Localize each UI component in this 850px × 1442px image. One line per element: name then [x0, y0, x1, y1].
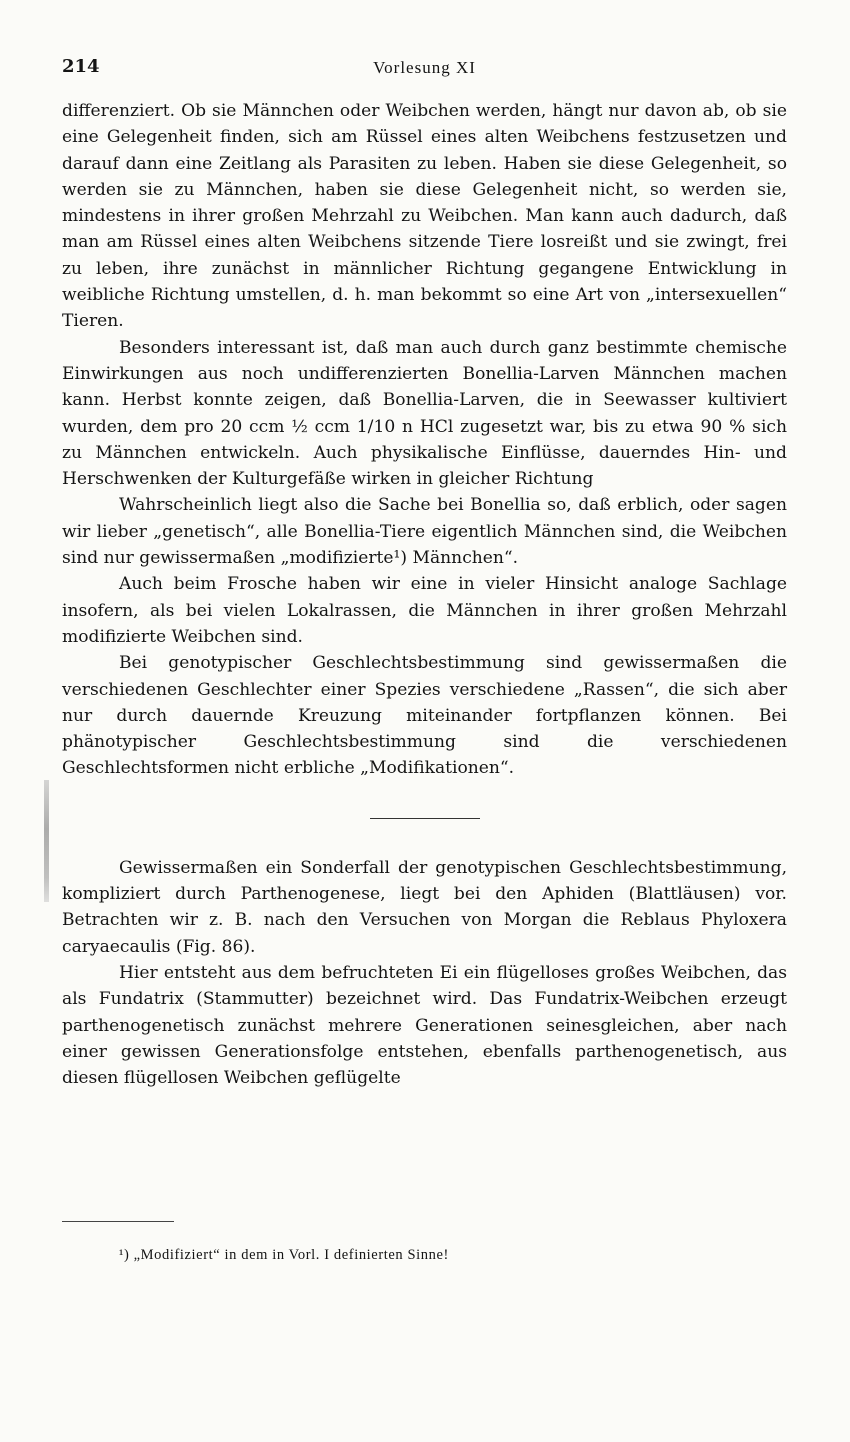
margin-pencil-mark: [44, 780, 49, 902]
paragraph-bonellia-chemical: Besonders interessant ist, daß man auch durch ganz bestimmte chemische Einwirkungen aus noch undifferenzierten Bonellia-Larven Männchen machen kann. Herbst konnte zeigen, daß Bonellia-Larven, die in Seewasser kultiviert wurden, dem pro 20 ccm ½ ccm 1/10 n HCl zugesetzt war, bis zu etwa 90 % sich zu Männchen entwickeln. Auch physikalische Einflüsse, dauerndes Hin- und Herschwenken der Kulturgefäße wirken in gleicher Richtung: [62, 337, 787, 490]
footnote: ¹) „Modifiziert“ in dem in Vorl. I definierten Sinne!: [119, 1247, 449, 1263]
paragraph-fundatrix: Hier entsteht aus dem befruchteten Ei ein flügelloses großes Weibchen, das als Fundatrix (Stammutter) bezeichnet wird. Das Fundatrix-Weibchen erzeugt parthenogenetisch zunächst mehrere Generationen seinesgleichen, aber nach einer gewissen Generationsfolge entstehen, ebenfalls parthenogenetisch, aus diesen flügellosen Weibchen geflügelte: [62, 962, 787, 1089]
page-header: [62, 56, 787, 86]
paragraph-frog: Auch beim Frosche haben wir eine in vieler Hinsicht analoge Sachlage insofern, als bei vielen Lokalrassen, die Männchen in ihrer großen Mehrzahl modifizierte Weibchen sind.: [62, 574, 787, 647]
main-text: [62, 98, 787, 1091]
footnote-rule: [62, 1221, 174, 1222]
paragraph-genotypic-phenotypic: Bei genotypischer Geschlechtsbestimmung sind gewissermaßen die verschiedenen Geschlechter einer Spezies verschiedene „Rassen“, die sich aber nur durch dauernde Kreuzung miteinander fortpflanzen können. Bei phänotypischer Geschlechtsbestimmung sind die verschiedenen Geschlechtsformen nicht erbliche „Modifikationen“.: [62, 653, 787, 779]
running-title: Vorlesung XI: [373, 58, 476, 77]
page-number: 214: [62, 56, 100, 77]
paragraph-continuation: differenziert. Ob sie Männchen oder Weibchen werden, hängt nur davon ab, ob sie eine Gelegenheit finden, sich am Rüssel eines alten Weibchens festzusetzen und darauf dann eine Zeitlang als Parasiten zu leben. Haben sie diese Gelegenheit, so werden sie zu Männchen, haben sie diese Gelegenheit nicht, so werden sie, mindestens in ihrer großen Mehrzahl zu Weibchen. Man kann auch dadurch, daß man am Rüssel eines alten Weibchens sitzende Tiere losreißt und sie zwingt, frei zu leben, ihre zunächst in männlicher Richtung gegangene Entwicklung in weibliche Richtung umstellen, d. h. man bekommt so eine Art von „intersexuellen“ Tieren.: [62, 101, 787, 332]
paragraph-bonellia-genetic: Wahrscheinlich liegt also die Sache bei Bonellia so, daß erblich, oder sagen wir lieber „genetisch“, alle Bonellia-Tiere eigentlich Männchen sind, die Weibchen sind nur gewissermaßen „modifizierte¹) Männchen“.: [62, 495, 787, 569]
section-divider: [370, 818, 480, 819]
paragraph-aphids: Gewissermaßen ein Sonderfall der genotypischen Geschlechtsbestimmung, kompliziert durch Parthenogenese, liegt bei den Aphiden (Blattläusen) vor. Betrachten wir z. B. nach den Versuchen von Morgan die Reblaus Phyloxera caryaecaulis (Fig. 86).: [62, 857, 787, 957]
